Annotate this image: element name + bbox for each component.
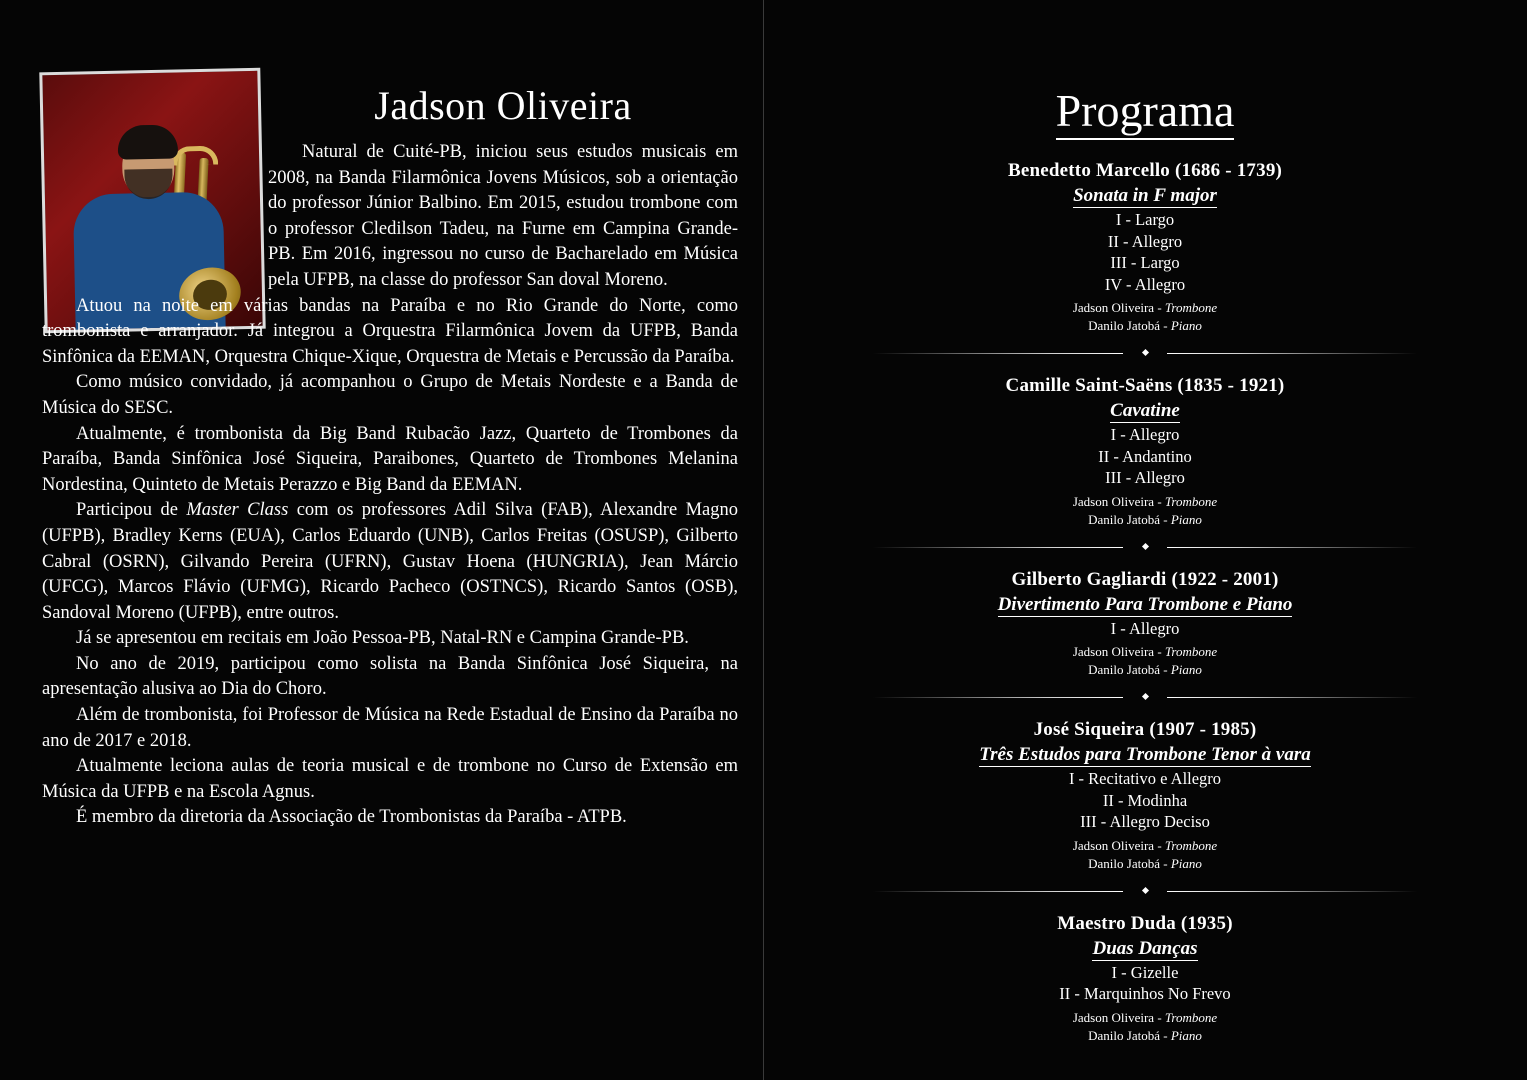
program-piece	[873, 375, 1417, 529]
bio-paragraph: Participou de Master Class com os professores Adil Silva (FAB), Alexandre Magno (UFPB), Bradley Kerns (EUA), Carlos Eduardo (UNB), Carlos Freitas (OSUSP), Gilberto Cabral (OSRN), Gilvando Pereira (UFRN), Gustav Hoena (HUNGRIA), Jean Márcio (UFCG), Marcos Flávio (UFMG), Ricardo Pacheco (OSTNCS), Ricardo Santos (OSB), Sandoval Moreno (UFPB), entre outros.	[42, 500, 738, 623]
performer-credit: Danilo Jatobá - Piano	[1088, 855, 1202, 871]
performer-name: Danilo Jatobá	[1088, 855, 1160, 871]
section-divider	[873, 341, 1417, 367]
movement-item: I - Gizelle	[1111, 962, 1179, 982]
bio-paragraph: Além de trombonista, foi Professor de Música na Rede Estadual de Ensino da Paraíba no ano de 2017 e 2018.	[42, 705, 738, 751]
work-title-text: Duas Danças	[1092, 937, 1198, 959]
performer-role: Trombone	[1164, 644, 1218, 659]
section-divider	[873, 879, 1417, 905]
work-title-text: Sonata in F major	[1073, 185, 1217, 206]
work-title	[873, 744, 1417, 766]
bio-paragraph: Como músico convidado, já acompanhou o Grupo de Metais Nordeste e a Banda de Música do SESC.	[42, 372, 738, 418]
bio-paragraph: Já se apresentou em recitais em João Pessoa-PB, Natal-RN e Campina Grande-PB.	[76, 628, 689, 649]
divider-diamond-icon	[1141, 349, 1148, 356]
program-heading	[763, 84, 1527, 137]
bio-paragraph: É membro da diretoria da Associação de Trombonistas da Paraíba - ATPB.	[76, 807, 627, 828]
movement-item: III - Allegro Deciso	[1080, 812, 1210, 831]
movement-item: II - Andantino	[1098, 446, 1192, 466]
movement-item: II - Modinha	[1102, 790, 1188, 810]
work-title-text: Cavatine	[1110, 400, 1180, 421]
biography-text	[42, 140, 738, 831]
bio-paragraph: Atualmente, é trombonista da Big Band Rubacão Jazz, Quarteto de Trombones da Paraíba, Banda Sinfônica José Siqueira, Paraibones, Quarteto de Trombones Melanina Nordestina, Quinteto de Metais Perazzo e Big Band da EEMAN.	[42, 423, 738, 495]
left-page	[0, 0, 763, 1080]
movement-item: III - Largo	[1110, 253, 1180, 272]
program-list	[873, 160, 1417, 1047]
section-divider	[873, 535, 1417, 561]
bio-paragraph: Natural de Cuité-PB, iniciou seus estudos musicais em 2008, na Banda Filarmônica Jovens Músicos, sob a orientação do professor Júnior Balbino. Em 2015, estudou trombone com o professor Cledilson Tadeu, na Furne em Campina Grande-PB. Em 2016, ingressou no curso de Bacharelado em Música pela UFPB, na classe do professor San doval Moreno.	[268, 142, 738, 290]
performer-name: Jadson Oliveira	[1072, 300, 1155, 315]
divider-line-right	[1167, 697, 1417, 698]
movement-item: II - Marquinhos No Frevo	[1059, 984, 1231, 1003]
divider-line-right	[1167, 891, 1417, 892]
program-piece	[873, 160, 1417, 335]
divider-line-left	[873, 547, 1123, 548]
work-title-text: Divertimento Para Trombone e Piano	[997, 593, 1293, 615]
composer-name: Gilberto Gagliardi (1922 - 2001)	[1011, 568, 1279, 590]
movement-item: II - Allegro	[1107, 231, 1183, 251]
movement-item: I - Recitativo e Allegro	[1068, 769, 1222, 788]
divider-line-left	[873, 697, 1123, 698]
divider-line-right	[1167, 353, 1417, 354]
work-title-text: Três Estudos para Trombone Tenor à vara	[979, 744, 1311, 765]
performer-role: Piano	[1170, 511, 1202, 527]
bio-paragraph: Atualmente leciona aulas de teoria musical e de trombone no Curso de Extensão em Música da UFPB e na Escola Agnus.	[42, 756, 738, 802]
work-title	[873, 938, 1417, 960]
performer-credit: Jadson Oliveira - Trombone	[1072, 837, 1218, 853]
work-title	[873, 400, 1417, 422]
divider-diamond-icon	[1141, 886, 1148, 893]
performer-role: Piano	[1170, 855, 1202, 871]
composer-name: Benedetto Marcello (1686 - 1739)	[1007, 160, 1283, 181]
program-heading-text: Programa	[1056, 85, 1235, 140]
section-divider	[873, 685, 1417, 711]
performer-role: Trombone	[1164, 493, 1218, 509]
composer-name: Maestro Duda (1935)	[1057, 912, 1233, 934]
performer-credit: Jadson Oliveira - Trombone	[1072, 644, 1218, 659]
movement-item: I - Largo	[1115, 210, 1175, 229]
performer-name: Jadson Oliveira	[1072, 644, 1155, 659]
performer-role: Trombone	[1164, 837, 1218, 853]
movement-item: III - Allegro	[1105, 468, 1185, 487]
page-title: Jadson Oliveira	[374, 83, 632, 128]
work-title	[873, 594, 1417, 616]
performer-credit: Danilo Jatobá - Piano	[1088, 318, 1202, 333]
performer-credit: Danilo Jatobá - Piano	[1088, 1027, 1202, 1043]
performer-name: Jadson Oliveira	[1072, 837, 1155, 853]
performer-role: Trombone	[1164, 1009, 1218, 1025]
performer-role: Trombone	[1164, 300, 1218, 315]
divider-line-right	[1167, 547, 1417, 548]
work-title	[873, 185, 1417, 207]
performer-credit: Jadson Oliveira - Trombone	[1072, 493, 1218, 509]
program-piece	[873, 569, 1417, 680]
bio-paragraph: No ano de 2019, participou como solista na Banda Sinfônica José Siqueira, na apresentação alusiva ao Dia do Choro.	[42, 653, 738, 700]
composer-name: José Siqueira (1907 - 1985)	[1033, 719, 1257, 740]
program-piece	[873, 913, 1417, 1045]
program-piece	[873, 719, 1417, 873]
divider-diamond-icon	[1141, 693, 1148, 700]
performer-credit: Danilo Jatobá - Piano	[1088, 511, 1202, 527]
performer-role: Piano	[1170, 662, 1202, 677]
performer-name: Danilo Jatobá	[1088, 318, 1160, 333]
performer-role: Piano	[1170, 1027, 1202, 1043]
performer-name: Danilo Jatobá	[1088, 1027, 1160, 1043]
divider-line-left	[873, 891, 1123, 892]
composer-name: Camille Saint-Saëns (1835 - 1921)	[1005, 375, 1285, 396]
performer-name: Danilo Jatobá	[1088, 511, 1160, 527]
divider-line-left	[873, 353, 1123, 354]
performer-credit: Jadson Oliveira - Trombone	[1072, 300, 1218, 315]
performer-name: Jadson Oliveira	[1072, 493, 1155, 509]
movement-item: I - Allegro	[1110, 618, 1180, 638]
divider-diamond-icon	[1141, 542, 1148, 549]
performer-role: Piano	[1170, 318, 1202, 333]
performer-name: Jadson Oliveira	[1072, 1009, 1155, 1025]
performer-name: Danilo Jatobá	[1088, 662, 1160, 677]
movement-item: I - Allegro	[1110, 425, 1180, 444]
performer-credit: Danilo Jatobá - Piano	[1088, 662, 1202, 677]
movement-item: IV - Allegro	[1104, 274, 1186, 294]
bio-paragraph: Atuou na noite em várias bandas na Paraíba e no Rio Grande do Norte, como trombonista e arranjador. Já integrou a Orquestra Filarmônica Jovem da UFPB, Banda Sinfônica da EEMAN, Orquestra Chique-Xique, Orquestra de Metais e Percussão da Paraíba.	[42, 295, 738, 367]
performer-credit: Jadson Oliveira - Trombone	[1072, 1009, 1218, 1025]
right-page	[763, 0, 1527, 1080]
